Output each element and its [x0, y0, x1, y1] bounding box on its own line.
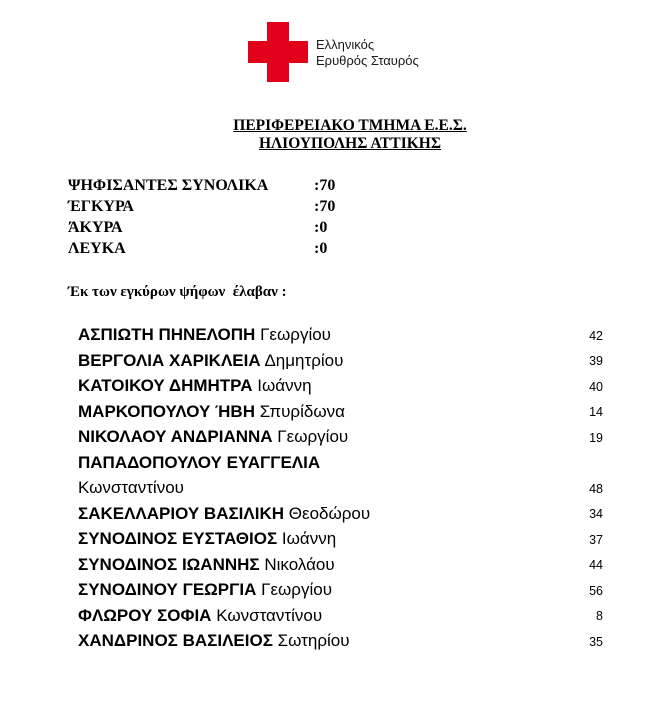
- candidate-surname: ΒΕΡΓΟΛΙΑ ΧΑΡΙΚΛΕΙΑ: [78, 350, 261, 370]
- candidate-votes: 42: [589, 328, 603, 343]
- results-subtitle: Έκ των εγκύρων ψήφων έλαβαν :: [68, 284, 287, 300]
- candidate-surname: ΝΙΚΟΛΑΟΥ ΑΝΔΡΙΑΝΝΑ: [78, 427, 273, 446]
- red-cross-logo: [248, 22, 448, 82]
- stat-label: ΈΓΚΥΡΑ: [68, 198, 134, 215]
- candidate-patronymic: Κωνσταντίνου: [78, 477, 184, 497]
- candidate-votes: 37: [589, 532, 603, 547]
- candidate-patronymic: Γεωργίου: [277, 427, 349, 446]
- stat-value: :0: [314, 240, 328, 257]
- candidate-name: [78, 450, 518, 500]
- candidate-surname: ΦΛΩΡΟΥ ΣΟΦΙΑ: [78, 605, 212, 625]
- candidate-surname: ΠΑΠΑΔΟΠΟΥΛΟΥ ΕΥΑΓΓΕΛΙΑ: [78, 452, 321, 472]
- candidate-row: [78, 601, 603, 627]
- candidate-patronymic: Νικολάου: [264, 554, 335, 574]
- candidate-patronymic: Θεοδώρου: [288, 503, 371, 523]
- stat-label: ΨΗΦΙΣΑΝΤΕΣ ΣΥΝΟΛΙΚΑ: [68, 177, 269, 194]
- candidate-surname: ΚΑΤΟΙΚΟΥ ΔΗΜΗΤΡΑ: [78, 376, 253, 395]
- candidate-patronymic: Σπυρίδωνα: [259, 401, 345, 421]
- candidate-name: [78, 628, 518, 653]
- candidate-row: [78, 575, 603, 601]
- candidate-name: [78, 373, 518, 398]
- candidate-name: [78, 603, 518, 628]
- candidate-name: [78, 424, 518, 449]
- candidate-surname: ΣΑΚΕΛΛΑΡΙΟΥ ΒΑΣΙΛΙΚΗ: [78, 503, 285, 523]
- candidate-name: [78, 322, 518, 347]
- candidate-patronymic: Γεωργίου: [261, 580, 333, 599]
- candidate-votes: 39: [589, 354, 603, 368]
- candidate-name: [78, 526, 518, 551]
- candidate-patronymic: Γεωργίου: [260, 325, 331, 344]
- candidate-votes: 34: [589, 507, 603, 521]
- candidate-row: [78, 346, 603, 372]
- candidate-name: [78, 552, 518, 577]
- candidate-votes: 14: [589, 405, 603, 419]
- candidate-votes: 40: [589, 379, 603, 394]
- candidate-surname: ΜΑΡΚΟΠΟΥΛΟΥ ΉΒΗ: [78, 401, 255, 421]
- candidate-patronymic: Δημητρίου: [264, 350, 344, 370]
- candidate-votes: 19: [589, 430, 603, 445]
- candidate-votes: 48: [589, 481, 603, 496]
- candidate-row: [78, 371, 603, 397]
- logo-text-line-1: Ελληνικός: [316, 37, 375, 52]
- candidate-surname: ΑΣΠΙΩΤΗ ΠΗΝΕΛΟΠΗ: [78, 325, 256, 344]
- stat-label: ΛΕΥΚΑ: [68, 240, 126, 257]
- candidate-row: [78, 626, 603, 652]
- candidate-name: [78, 501, 518, 526]
- candidate-patronymic: Ιωάννη: [281, 529, 337, 548]
- candidate-row: [78, 550, 603, 576]
- candidate-surname: ΧΑΝΔΡΙΝΟΣ ΒΑΣΙΛΕΙΟΣ: [78, 631, 273, 650]
- logo-text-line-2: Ερυθρός Σταυρός: [316, 53, 419, 68]
- candidate-votes: 56: [589, 583, 603, 598]
- document-heading-line-2: ΗΛΙΟΥΠΟΛΗΣ ΑΤΤΙΚΗΣ: [259, 135, 441, 152]
- candidate-name: [78, 348, 518, 373]
- stat-value: :70: [314, 198, 336, 215]
- candidate-row: [78, 499, 603, 525]
- candidate-surname: ΣΥΝΟΔΙΝΟΣ ΕΥΣΤΑΘΙΟΣ: [78, 529, 278, 548]
- candidate-name: [78, 577, 518, 602]
- candidate-votes: 8: [596, 609, 603, 623]
- candidate-row: [78, 448, 603, 499]
- candidate-results-list: [78, 320, 603, 652]
- document-heading-line-1: ΠΕΡΙΦΕΡΕΙΑΚΟ ΤΜΗΜΑ Ε.Ε.Σ.: [233, 117, 467, 134]
- candidate-row: [78, 397, 603, 423]
- red-cross-icon: [248, 22, 308, 82]
- candidate-patronymic: Κωνσταντίνου: [216, 605, 323, 625]
- logo-text: [316, 37, 419, 69]
- candidate-row: [78, 320, 603, 346]
- candidate-row: [78, 422, 603, 448]
- stat-label: ΆΚΥΡΑ: [68, 219, 123, 236]
- candidate-surname: ΣΥΝΟΔΙΝΟΣ ΙΩΑΝΝΗΣ: [78, 554, 260, 574]
- candidate-name: [78, 399, 518, 424]
- candidate-patronymic: Σωτηρίου: [277, 631, 350, 650]
- candidate-votes: 44: [589, 558, 603, 572]
- stat-value: :70: [314, 177, 336, 194]
- candidate-votes: 35: [589, 634, 603, 649]
- candidate-surname: ΣΥΝΟΔΙΝΟΥ ΓΕΩΡΓΙΑ: [78, 580, 257, 599]
- candidate-patronymic: Ιωάννη: [257, 376, 312, 395]
- candidate-row: [78, 524, 603, 550]
- stat-value: :0: [314, 219, 328, 236]
